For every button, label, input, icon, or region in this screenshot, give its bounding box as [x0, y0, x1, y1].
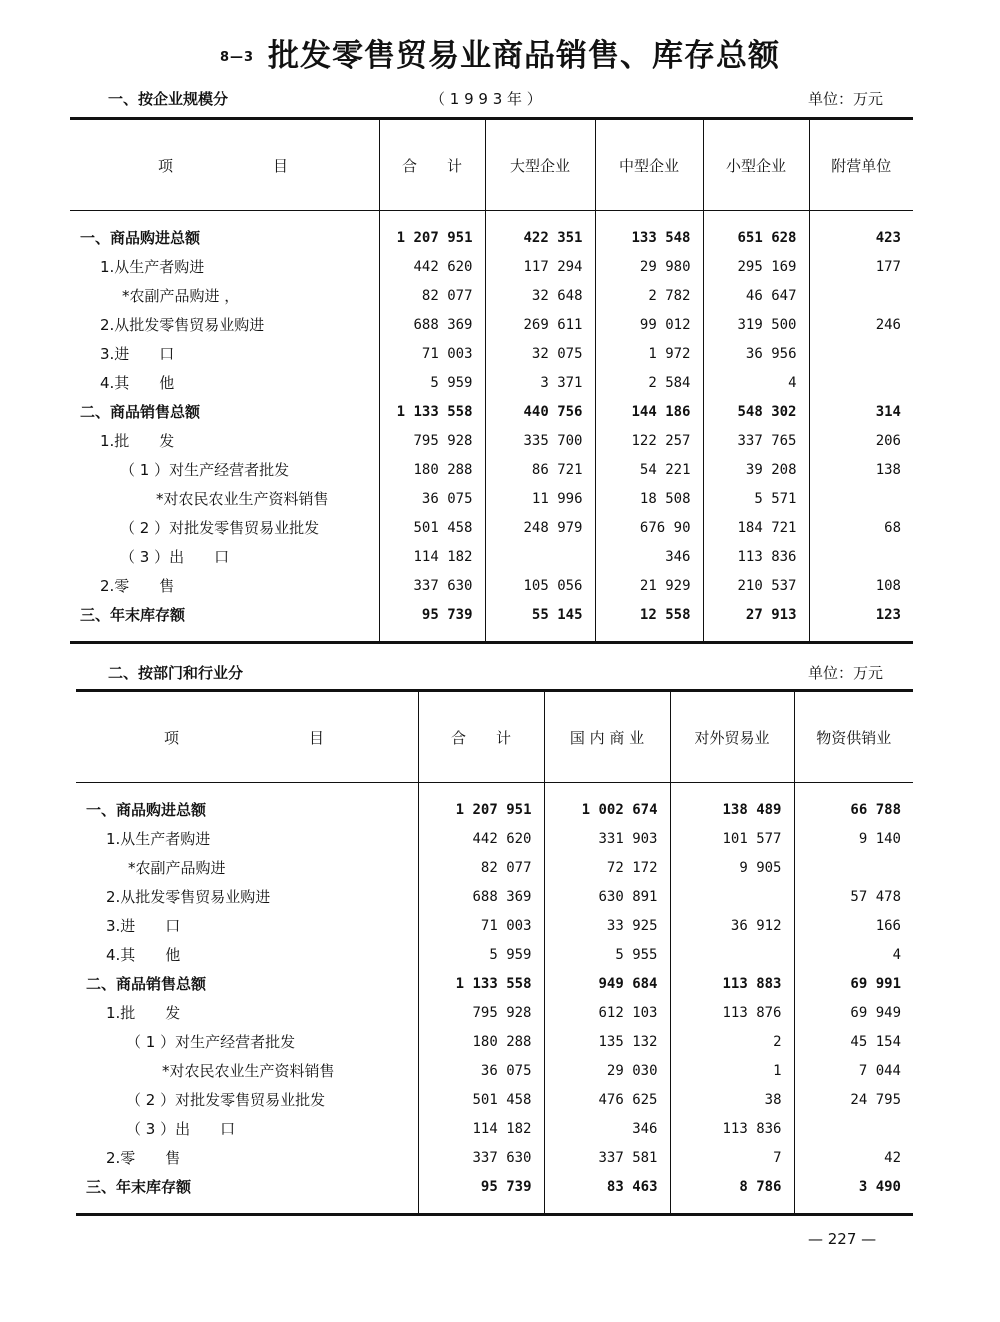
cell-value: 36 075	[418, 1056, 544, 1085]
row-label: 一、商品购进总额	[86, 801, 207, 819]
cell-value: 688 369	[418, 882, 544, 911]
cell-value: 71 003	[379, 339, 485, 368]
table-header-row	[76, 691, 913, 783]
row-label: 4.其 他	[100, 374, 175, 392]
column-header-item: 项 目	[70, 119, 379, 211]
cell-value: 2 782	[595, 281, 703, 310]
cell-value: 113 876	[670, 998, 794, 1027]
table-row	[70, 571, 913, 600]
cell-value: 5 571	[703, 484, 809, 513]
column-header-total: 合 计	[379, 119, 485, 211]
cell-value: 331 903	[544, 824, 670, 853]
cell-value: 86 721	[485, 455, 595, 484]
row-label: 1.批 发	[100, 432, 175, 450]
cell-value: 95 739	[379, 600, 485, 629]
table-row	[76, 1056, 913, 1085]
cell-value	[485, 542, 595, 571]
cell-value: 248 979	[485, 513, 595, 542]
cell-value: 55 145	[485, 600, 595, 629]
row-label: 一、商品购进总额	[80, 229, 201, 247]
cell-value: 246	[809, 310, 913, 339]
table-row	[76, 1114, 913, 1143]
cell-value: 295 169	[703, 252, 809, 281]
cell-value: 2	[670, 1027, 794, 1056]
cell-value: 949 684	[544, 969, 670, 998]
row-label: *农副产品购进	[128, 859, 226, 877]
row-label: *农副产品购进 ，	[122, 287, 240, 305]
column-header-item: 项 目	[76, 691, 418, 783]
row-label: 4.其 他	[106, 946, 181, 964]
row-label: 三、年末库存额	[80, 606, 186, 624]
row-label: 2.零 售	[106, 1149, 181, 1167]
section2-unit: 单位：万元	[808, 664, 884, 682]
cell-value: 7 044	[794, 1056, 913, 1085]
cell-value: 72 172	[544, 853, 670, 882]
cell-value: 3 371	[485, 368, 595, 397]
cell-value: 5 955	[544, 940, 670, 969]
table-row	[70, 368, 913, 397]
cell-value: 138	[809, 455, 913, 484]
table-row	[76, 853, 913, 882]
cell-value: 337 630	[379, 571, 485, 600]
cell-value: 32 648	[485, 281, 595, 310]
column-header-domestic: 国 内 商 业	[544, 691, 670, 783]
cell-value: 113 883	[670, 969, 794, 998]
cell-value	[809, 542, 913, 571]
cell-value: 1 207 951	[418, 795, 544, 824]
cell-value: 795 928	[418, 998, 544, 1027]
column-header-large: 大型企业	[485, 119, 595, 211]
cell-value: 36 075	[379, 484, 485, 513]
cell-value: 82 077	[418, 853, 544, 882]
row-label: 二、商品销售总额	[86, 975, 207, 993]
row-label: 3.进 口	[106, 917, 181, 935]
table-row	[70, 397, 913, 426]
cell-value: 46 647	[703, 281, 809, 310]
row-label: 二、商品销售总额	[80, 403, 201, 421]
cell-value: 337 630	[418, 1143, 544, 1172]
row-label: 1.从生产者购进	[106, 830, 211, 848]
row-label: 1.从生产者购进	[100, 258, 205, 276]
cell-value: 68	[809, 513, 913, 542]
cell-value: 39 208	[703, 455, 809, 484]
cell-value: 18 508	[595, 484, 703, 513]
cell-value: 630 891	[544, 882, 670, 911]
column-header-affiliated: 附营单位	[809, 119, 913, 211]
cell-value: 99 012	[595, 310, 703, 339]
table-row	[76, 998, 913, 1027]
cell-value: 21 929	[595, 571, 703, 600]
cell-value	[670, 882, 794, 911]
cell-value: 138 489	[670, 795, 794, 824]
cell-value: 108	[809, 571, 913, 600]
cell-value: 346	[544, 1114, 670, 1143]
table-header-row	[70, 119, 913, 211]
cell-value: 269 611	[485, 310, 595, 339]
table-row	[76, 882, 913, 911]
table-row	[76, 940, 913, 969]
row-label: 3.进 口	[100, 345, 175, 363]
cell-value: 95 739	[418, 1172, 544, 1201]
cell-value: 45 154	[794, 1027, 913, 1056]
table-row	[76, 969, 913, 998]
cell-value: 82 077	[379, 281, 485, 310]
table-row	[76, 1085, 913, 1114]
cell-value	[809, 368, 913, 397]
row-label: 2.零 售	[100, 577, 175, 595]
cell-value: 3 490	[794, 1172, 913, 1201]
cell-value: 335 700	[485, 426, 595, 455]
cell-value: 7	[670, 1143, 794, 1172]
row-label: （ 2 ）对批发零售贸易业批发	[120, 519, 320, 537]
section1-unit: 单位：万元	[808, 90, 884, 108]
cell-value: 113 836	[703, 542, 809, 571]
cell-value: 114 182	[379, 542, 485, 571]
table-row	[70, 426, 913, 455]
cell-value: 11 996	[485, 484, 595, 513]
table-row	[76, 795, 913, 824]
cell-value: 105 056	[485, 571, 595, 600]
cell-value: 69 949	[794, 998, 913, 1027]
column-header-total: 合 计	[418, 691, 544, 783]
table-row	[70, 252, 913, 281]
cell-value: 117 294	[485, 252, 595, 281]
cell-value: 29 980	[595, 252, 703, 281]
cell-value: 71 003	[418, 911, 544, 940]
table-row	[70, 455, 913, 484]
cell-value: 9 140	[794, 824, 913, 853]
cell-value: 4	[794, 940, 913, 969]
cell-value: 206	[809, 426, 913, 455]
table-row	[70, 513, 913, 542]
table-row	[70, 542, 913, 571]
cell-value: 101 577	[670, 824, 794, 853]
cell-value: 1 133 558	[418, 969, 544, 998]
cell-value: 123	[809, 600, 913, 629]
cell-value	[809, 281, 913, 310]
column-header-medium: 中型企业	[595, 119, 703, 211]
cell-value: 1 207 951	[379, 223, 485, 252]
table-row	[70, 600, 913, 629]
cell-value: 27 913	[703, 600, 809, 629]
cell-value: 29 030	[544, 1056, 670, 1085]
cell-value	[670, 940, 794, 969]
cell-value: 5 959	[418, 940, 544, 969]
cell-value	[794, 853, 913, 882]
cell-value: 36 956	[703, 339, 809, 368]
table-row	[70, 281, 913, 310]
table-row	[70, 339, 913, 368]
cell-value: 1	[670, 1056, 794, 1085]
row-label: （ 3 ）出 口	[126, 1120, 236, 1138]
cell-value: 66 788	[794, 795, 913, 824]
table-row	[76, 1172, 913, 1201]
section2-heading: 二、按部门和行业分	[108, 664, 244, 682]
cell-value: 36 912	[670, 911, 794, 940]
table-row	[76, 911, 913, 940]
page-number: — 227 —	[808, 1230, 877, 1248]
cell-value: 210 537	[703, 571, 809, 600]
table-row	[70, 310, 913, 339]
cell-value: 69 991	[794, 969, 913, 998]
cell-value: 676 90	[595, 513, 703, 542]
cell-value: 57 478	[794, 882, 913, 911]
table-row	[70, 223, 913, 252]
page-title	[0, 30, 1000, 75]
cell-value: 651 628	[703, 223, 809, 252]
cell-value: 180 288	[379, 455, 485, 484]
cell-value: 184 721	[703, 513, 809, 542]
row-label: *对农民农业生产资料销售	[162, 1062, 335, 1080]
cell-value: 83 463	[544, 1172, 670, 1201]
table-code: 8—3	[219, 50, 255, 65]
cell-value: 133 548	[595, 223, 703, 252]
cell-value	[794, 1114, 913, 1143]
row-label: *对农民农业生产资料销售	[156, 490, 329, 508]
cell-value: 501 458	[379, 513, 485, 542]
column-header-supply: 物资供销业	[794, 691, 913, 783]
column-header-small: 小型企业	[703, 119, 809, 211]
cell-value: 422 351	[485, 223, 595, 252]
cell-value: 5 959	[379, 368, 485, 397]
cell-value: 548 302	[703, 397, 809, 426]
cell-value: 24 795	[794, 1085, 913, 1114]
cell-value: 42	[794, 1143, 913, 1172]
cell-value: 1 972	[595, 339, 703, 368]
cell-value: 32 075	[485, 339, 595, 368]
row-label: （ 3 ）出 口	[120, 548, 230, 566]
table-by-sector	[76, 689, 913, 1216]
cell-value: 122 257	[595, 426, 703, 455]
cell-value: 1 002 674	[544, 795, 670, 824]
cell-value: 8 786	[670, 1172, 794, 1201]
cell-value: 177	[809, 252, 913, 281]
cell-value: 442 620	[379, 252, 485, 281]
row-label: 2.从批发零售贸易业购进	[106, 888, 271, 906]
cell-value: 1 133 558	[379, 397, 485, 426]
cell-value: 337 765	[703, 426, 809, 455]
cell-value: 166	[794, 911, 913, 940]
row-label: （ 1 ）对生产经营者批发	[120, 461, 290, 479]
cell-value: 442 620	[418, 824, 544, 853]
cell-value: 337 581	[544, 1143, 670, 1172]
cell-value: 688 369	[379, 310, 485, 339]
cell-value: 54 221	[595, 455, 703, 484]
row-label: （ 1 ）对生产经营者批发	[126, 1033, 296, 1051]
cell-value: 4	[703, 368, 809, 397]
cell-value: 135 132	[544, 1027, 670, 1056]
row-label: 1.批 发	[106, 1004, 181, 1022]
cell-value: 2 584	[595, 368, 703, 397]
cell-value: 144 186	[595, 397, 703, 426]
title-text: 批发零售贸易业商品销售、库存总额	[268, 38, 781, 74]
table-row	[76, 1027, 913, 1056]
cell-value: 319 500	[703, 310, 809, 339]
section1-year: （ 1 9 9 3 年 ）	[430, 90, 542, 108]
cell-value: 476 625	[544, 1085, 670, 1114]
cell-value: 612 103	[544, 998, 670, 1027]
cell-value: 314	[809, 397, 913, 426]
row-label: 三、年末库存额	[86, 1178, 192, 1196]
table-row	[76, 1143, 913, 1172]
row-label: 2.从批发零售贸易业购进	[100, 316, 265, 334]
cell-value: 12 558	[595, 600, 703, 629]
cell-value: 33 925	[544, 911, 670, 940]
cell-value: 795 928	[379, 426, 485, 455]
cell-value: 440 756	[485, 397, 595, 426]
cell-value: 38	[670, 1085, 794, 1114]
column-header-foreign-trade: 对外贸易业	[670, 691, 794, 783]
table-row	[70, 484, 913, 513]
cell-value: 180 288	[418, 1027, 544, 1056]
table-row	[76, 824, 913, 853]
table-by-enterprise-size	[70, 117, 913, 644]
cell-value	[809, 484, 913, 513]
cell-value: 501 458	[418, 1085, 544, 1114]
cell-value: 346	[595, 542, 703, 571]
cell-value	[809, 339, 913, 368]
cell-value: 423	[809, 223, 913, 252]
cell-value: 9 905	[670, 853, 794, 882]
cell-value: 114 182	[418, 1114, 544, 1143]
row-label: （ 2 ）对批发零售贸易业批发	[126, 1091, 326, 1109]
section1-heading: 一、按企业规模分	[108, 90, 229, 108]
cell-value: 113 836	[670, 1114, 794, 1143]
